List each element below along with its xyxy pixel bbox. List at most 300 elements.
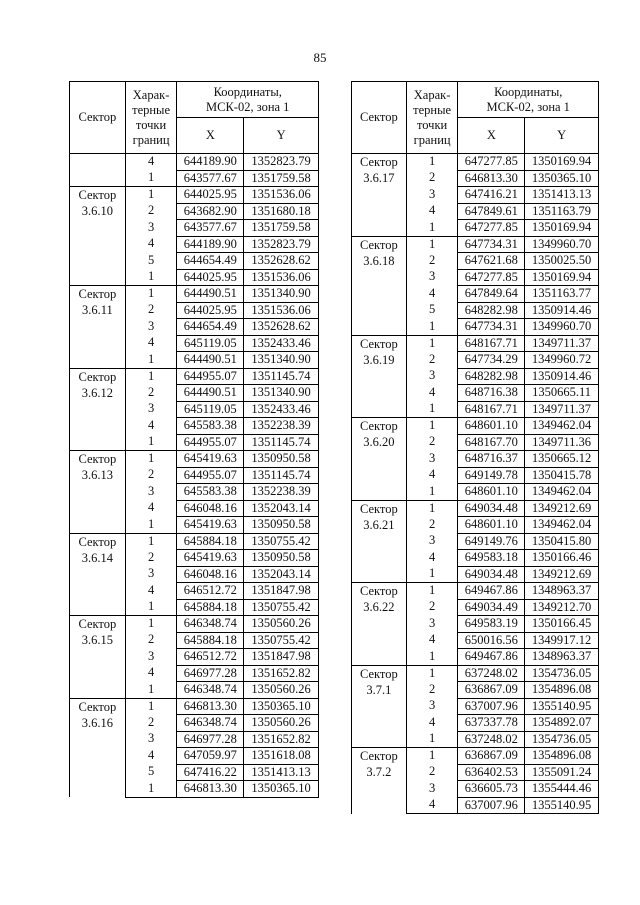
y-coordinate-cell: 1350755.42 (244, 533, 319, 550)
sector-number: 3.6.17 (363, 171, 395, 185)
y-coordinate-cell: 1349960.72 (525, 352, 599, 369)
y-coordinate-cell: 1350365.10 (525, 170, 599, 187)
y-coordinate-cell: 1350560.26 (244, 616, 319, 633)
point-number-cell: 1 (406, 566, 458, 583)
y-coordinate-cell: 1350950.58 (244, 517, 319, 534)
point-number-cell: 1 (125, 599, 177, 616)
x-coordinate-cell: 643577.67 (177, 220, 244, 237)
x-coordinate-cell: 648716.37 (458, 451, 525, 468)
x-coordinate-cell: 644955.07 (177, 368, 244, 385)
sector-label: Сектор (359, 336, 398, 351)
y-coordinate-cell: 1350755.42 (244, 632, 319, 649)
x-coordinate-cell: 649467.86 (458, 583, 525, 600)
points-header (125, 82, 177, 154)
x-coordinate-cell: 648601.10 (458, 517, 525, 534)
table-row (352, 236, 599, 253)
sector-number: 3.6.21 (363, 517, 395, 532)
y-coordinate-cell: 1351413.13 (244, 764, 319, 781)
point-number-cell: 1 (406, 583, 458, 600)
y-coordinate-cell: 1350025.50 (525, 253, 599, 270)
y-coordinate-cell: 1350169.94 (525, 154, 599, 171)
y-coordinate-cell: 1350415.78 (525, 467, 599, 484)
y-coordinate-cell: 1351847.98 (244, 649, 319, 666)
x-coordinate-cell: 649034.48 (458, 500, 525, 517)
point-number-cell: 4 (125, 500, 177, 517)
x-coordinate-cell: 649034.48 (458, 566, 525, 583)
point-number-cell: 1 (406, 319, 458, 336)
x-coordinate-cell: 645583.38 (177, 418, 244, 435)
x-coordinate-cell: 646977.28 (177, 665, 244, 682)
y-header: Y (525, 118, 599, 154)
point-number-cell: 3 (125, 566, 177, 583)
x-coordinate-cell: 647059.97 (177, 748, 244, 765)
point-number-cell: 3 (406, 187, 458, 204)
y-coordinate-cell: 1350560.26 (244, 682, 319, 699)
x-coordinate-cell: 637337.78 (458, 715, 525, 732)
y-coordinate-cell: 1349711.36 (525, 434, 599, 451)
x-coordinate-cell: 646048.16 (177, 566, 244, 583)
sector-cell (70, 616, 126, 699)
x-coordinate-cell: 647277.85 (458, 269, 525, 286)
sector-number: 3.6.10 (81, 204, 113, 218)
sector-cell (352, 418, 407, 501)
point-number-cell: 2 (125, 550, 177, 567)
points-header-line: точки (135, 117, 167, 132)
point-number-cell: 1 (125, 533, 177, 550)
sector-cell (70, 451, 126, 534)
point-number-cell: 2 (125, 632, 177, 649)
x-coordinate-cell: 647416.21 (458, 187, 525, 204)
point-number-cell: 3 (406, 698, 458, 715)
point-number-cell: 1 (406, 484, 458, 501)
point-number-cell: 1 (125, 187, 177, 204)
points-header (406, 82, 458, 154)
y-coordinate-cell: 1349917.12 (525, 632, 599, 649)
x-coordinate-cell: 649149.78 (458, 467, 525, 484)
point-number-cell: 4 (125, 583, 177, 600)
x-coordinate-cell: 646048.16 (177, 500, 244, 517)
point-number-cell: 1 (406, 401, 458, 418)
sector-label: Сектор (359, 666, 398, 681)
x-coordinate-cell: 648716.38 (458, 385, 525, 402)
sector-number: 3.6.12 (81, 385, 113, 400)
point-number-cell: 3 (406, 616, 458, 633)
y-coordinate-cell: 1349711.37 (525, 335, 599, 352)
table-row (352, 154, 599, 171)
x-coordinate-cell: 645119.05 (177, 335, 244, 352)
y-coordinate-cell: 1351340.90 (244, 385, 319, 402)
point-number-cell: 2 (406, 352, 458, 369)
y-coordinate-cell: 1351163.79 (525, 203, 599, 220)
point-number-cell: 4 (406, 550, 458, 567)
y-coordinate-cell: 1350950.58 (244, 550, 319, 567)
point-number-cell: 4 (125, 335, 177, 352)
sector-cell (352, 665, 407, 748)
y-coordinate-cell: 1351145.74 (244, 434, 319, 451)
point-number-cell: 3 (125, 220, 177, 237)
x-coordinate-cell: 647277.85 (458, 154, 525, 171)
x-coordinate-cell: 645884.18 (177, 599, 244, 616)
y-coordinate-cell: 1352043.14 (244, 500, 319, 517)
x-coordinate-cell: 636867.09 (458, 748, 525, 765)
point-number-cell: 2 (125, 467, 177, 484)
coords-header-line: МСК-02, зона 1 (486, 99, 570, 114)
point-number-cell: 1 (406, 500, 458, 517)
x-coordinate-cell: 649034.49 (458, 599, 525, 616)
points-header-line: Харак- (132, 87, 170, 102)
y-coordinate-cell: 1350665.11 (525, 385, 599, 402)
x-coordinate-cell: 643682.90 (177, 203, 244, 220)
point-number-cell: 4 (125, 418, 177, 435)
point-number-cell: 3 (406, 269, 458, 286)
y-coordinate-cell: 1349711.37 (525, 401, 599, 418)
point-number-cell: 4 (406, 203, 458, 220)
x-coordinate-cell: 645419.63 (177, 517, 244, 534)
x-coordinate-cell: 647849.64 (458, 286, 525, 303)
points-header-line: терные (132, 102, 171, 117)
point-number-cell: 1 (125, 682, 177, 699)
y-coordinate-cell: 1351759.58 (244, 170, 319, 187)
point-number-cell: 3 (125, 319, 177, 336)
y-coordinate-cell: 1352433.46 (244, 335, 319, 352)
y-coordinate-cell: 1350365.10 (244, 781, 319, 798)
coords-header (177, 82, 319, 118)
point-number-cell: 4 (125, 665, 177, 682)
point-number-cell: 4 (406, 632, 458, 649)
x-coordinate-cell: 646348.74 (177, 616, 244, 633)
sector-cell (70, 286, 126, 369)
x-coordinate-cell: 647849.61 (458, 203, 525, 220)
sector-label: Сектор (359, 584, 398, 598)
point-number-cell: 2 (406, 764, 458, 781)
sector-cell (70, 533, 126, 616)
x-coordinate-cell: 644654.49 (177, 319, 244, 336)
y-coordinate-cell: 1349462.04 (525, 418, 599, 435)
y-coordinate-cell: 1352238.39 (244, 418, 319, 435)
point-number-cell: 2 (125, 715, 177, 732)
x-coordinate-cell: 645884.18 (177, 533, 244, 550)
sector-label: Сектор (78, 534, 117, 549)
table-row (352, 748, 599, 765)
x-coordinate-cell: 636402.53 (458, 764, 525, 781)
y-coordinate-cell: 1351340.90 (244, 352, 319, 369)
point-number-cell: 3 (125, 731, 177, 748)
y-coordinate-cell: 1351145.74 (244, 467, 319, 484)
sector-cell (352, 154, 407, 237)
x-coordinate-cell: 648167.71 (458, 335, 525, 352)
sector-label: Сектор (359, 749, 398, 763)
x-coordinate-cell: 636867.09 (458, 682, 525, 699)
point-number-cell: 2 (125, 302, 177, 319)
point-number-cell: 2 (406, 682, 458, 699)
x-header: X (177, 118, 244, 154)
x-coordinate-cell: 647734.29 (458, 352, 525, 369)
sector-number: 3.7.1 (366, 682, 392, 697)
y-coordinate-cell: 1348963.37 (525, 583, 599, 600)
x-coordinate-cell: 646977.28 (177, 731, 244, 748)
table-row (352, 418, 599, 435)
y-coordinate-cell: 1351618.08 (244, 748, 319, 765)
y-coordinate-cell: 1355140.95 (525, 797, 599, 814)
x-coordinate-cell: 644025.95 (177, 187, 244, 204)
point-number-cell: 5 (406, 302, 458, 319)
y-coordinate-cell: 1354896.08 (525, 748, 599, 765)
point-number-cell: 1 (406, 665, 458, 682)
x-coordinate-cell: 645119.05 (177, 401, 244, 418)
point-number-cell: 4 (125, 748, 177, 765)
y-coordinate-cell: 1350914.46 (525, 368, 599, 385)
x-coordinate-cell: 644490.51 (177, 385, 244, 402)
y-coordinate-cell: 1349462.04 (525, 484, 599, 501)
sector-cell (352, 500, 407, 583)
sector-number: 3.6.14 (81, 550, 113, 565)
point-number-cell: 2 (125, 203, 177, 220)
point-number-cell: 2 (406, 170, 458, 187)
y-coordinate-cell: 1355091.24 (525, 764, 599, 781)
y-coordinate-cell: 1350166.46 (525, 550, 599, 567)
x-coordinate-cell: 646512.72 (177, 583, 244, 600)
point-number-cell: 4 (406, 286, 458, 303)
point-number-cell: 5 (125, 253, 177, 270)
x-coordinate-cell: 650016.56 (458, 632, 525, 649)
sector-label: Сектор (78, 287, 117, 301)
y-coordinate-cell: 1351413.13 (525, 187, 599, 204)
x-coordinate-cell: 648282.98 (458, 302, 525, 319)
point-number-cell: 1 (406, 418, 458, 435)
point-number-cell: 1 (125, 616, 177, 633)
x-coordinate-cell: 648601.10 (458, 484, 525, 501)
point-number-cell: 1 (125, 434, 177, 451)
point-number-cell: 1 (406, 649, 458, 666)
page-number: 85 (313, 50, 327, 65)
y-coordinate-cell: 1349212.69 (525, 566, 599, 583)
point-number-cell: 3 (406, 533, 458, 550)
y-coordinate-cell: 1351145.74 (244, 368, 319, 385)
y-coordinate-cell: 1350169.94 (525, 220, 599, 237)
y-coordinate-cell: 1352823.79 (244, 236, 319, 253)
x-coordinate-cell: 637007.96 (458, 698, 525, 715)
sector-cell (352, 748, 407, 814)
point-number-cell: 3 (406, 368, 458, 385)
y-coordinate-cell: 1350166.45 (525, 616, 599, 633)
x-coordinate-cell: 646813.30 (177, 698, 244, 715)
point-number-cell: 4 (406, 797, 458, 814)
sector-cell (352, 236, 407, 335)
sector-number: 3.6.16 (81, 715, 113, 730)
x-coordinate-cell: 645884.18 (177, 632, 244, 649)
y-coordinate-cell: 1349960.70 (525, 236, 599, 253)
sector-number: 3.6.20 (363, 435, 395, 449)
coordinates-table-right (351, 81, 599, 814)
points-header-line: Харак- (413, 87, 451, 102)
y-coordinate-cell: 1355140.95 (525, 698, 599, 715)
x-coordinate-cell: 649149.76 (458, 533, 525, 550)
table-body-left (70, 154, 319, 798)
y-coordinate-cell: 1351536.06 (244, 187, 319, 204)
table-row (70, 286, 319, 303)
sector-number: 3.6.11 (81, 303, 113, 317)
y-coordinate-cell: 1349960.70 (525, 319, 599, 336)
sector-number: 3.6.22 (363, 600, 395, 614)
x-coordinate-cell: 644490.51 (177, 352, 244, 369)
y-coordinate-cell: 1349212.69 (525, 500, 599, 517)
y-coordinate-cell: 1350950.58 (244, 451, 319, 468)
x-coordinate-cell: 647277.85 (458, 220, 525, 237)
point-number-cell: 3 (406, 781, 458, 798)
point-number-cell: 1 (406, 220, 458, 237)
point-number-cell: 4 (406, 467, 458, 484)
x-coordinate-cell: 637248.02 (458, 731, 525, 748)
coords-header-line: Координаты, (494, 84, 563, 99)
y-coordinate-cell: 1352433.46 (244, 401, 319, 418)
points-header-line: терные (413, 102, 452, 117)
y-coordinate-cell: 1352238.39 (244, 484, 319, 501)
y-coordinate-cell: 1352628.62 (244, 253, 319, 270)
sector-number: 3.6.18 (363, 253, 395, 268)
point-number-cell: 1 (125, 698, 177, 715)
sector-cell (70, 154, 126, 187)
x-coordinate-cell: 649583.18 (458, 550, 525, 567)
y-coordinate-cell: 1352823.79 (244, 154, 319, 171)
table-row (70, 698, 319, 715)
point-number-cell: 1 (406, 236, 458, 253)
sector-label: Сектор (359, 419, 398, 433)
point-number-cell: 3 (125, 484, 177, 501)
x-coordinate-cell: 648167.71 (458, 401, 525, 418)
x-coordinate-cell: 644490.51 (177, 286, 244, 303)
point-number-cell: 2 (406, 434, 458, 451)
x-coordinate-cell: 637007.96 (458, 797, 525, 814)
sector-label: Сектор (359, 155, 398, 169)
y-coordinate-cell: 1351536.06 (244, 302, 319, 319)
x-coordinate-cell: 644189.90 (177, 236, 244, 253)
point-number-cell: 1 (125, 286, 177, 303)
y-coordinate-cell: 1350169.94 (525, 269, 599, 286)
y-coordinate-cell: 1354736.05 (525, 665, 599, 682)
y-coordinate-cell: 1351652.82 (244, 665, 319, 682)
point-number-cell: 1 (406, 731, 458, 748)
y-coordinate-cell: 1350755.42 (244, 599, 319, 616)
x-coordinate-cell: 645419.63 (177, 550, 244, 567)
point-number-cell: 3 (125, 649, 177, 666)
x-coordinate-cell: 647734.31 (458, 236, 525, 253)
y-coordinate-cell: 1355444.46 (525, 781, 599, 798)
table-row (352, 500, 599, 517)
x-coordinate-cell: 644654.49 (177, 253, 244, 270)
table-body-right (352, 154, 599, 814)
point-number-cell: 1 (125, 352, 177, 369)
point-number-cell: 1 (406, 335, 458, 352)
y-coordinate-cell: 1351759.58 (244, 220, 319, 237)
point-number-cell: 1 (406, 154, 458, 171)
sector-label: Сектор (78, 369, 117, 384)
point-number-cell: 1 (406, 748, 458, 765)
sector-header: Сектор (70, 82, 126, 154)
sector-label: Сектор (78, 188, 117, 202)
y-coordinate-cell: 1351536.06 (244, 269, 319, 286)
x-coordinate-cell: 647416.22 (177, 764, 244, 781)
x-coordinate-cell: 647734.31 (458, 319, 525, 336)
x-coordinate-cell: 637248.02 (458, 665, 525, 682)
table-row (352, 583, 599, 600)
table-row (70, 187, 319, 204)
x-coordinate-cell: 646348.74 (177, 682, 244, 699)
y-coordinate-cell: 1354896.08 (525, 682, 599, 699)
coords-header (458, 82, 599, 118)
point-number-cell: 3 (125, 401, 177, 418)
point-number-cell: 4 (125, 154, 177, 171)
points-header-line: границ (413, 132, 451, 147)
x-coordinate-cell: 643577.67 (177, 170, 244, 187)
point-number-cell: 1 (125, 170, 177, 187)
point-number-cell: 4 (406, 715, 458, 732)
point-number-cell: 5 (125, 764, 177, 781)
y-coordinate-cell: 1351847.98 (244, 583, 319, 600)
y-coordinate-cell: 1350415.80 (525, 533, 599, 550)
y-coordinate-cell: 1351652.82 (244, 731, 319, 748)
point-number-cell: 2 (125, 385, 177, 402)
y-coordinate-cell: 1351163.77 (525, 286, 599, 303)
x-coordinate-cell: 646348.74 (177, 715, 244, 732)
sector-cell (70, 187, 126, 286)
table-row (70, 154, 319, 171)
y-header: Y (244, 118, 319, 154)
x-coordinate-cell: 644955.07 (177, 467, 244, 484)
x-coordinate-cell: 648282.98 (458, 368, 525, 385)
x-header: X (458, 118, 525, 154)
y-coordinate-cell: 1351680.18 (244, 203, 319, 220)
point-number-cell: 1 (125, 451, 177, 468)
x-coordinate-cell: 649467.86 (458, 649, 525, 666)
y-coordinate-cell: 1349212.70 (525, 599, 599, 616)
y-coordinate-cell: 1350914.46 (525, 302, 599, 319)
points-header-line: точки (416, 117, 448, 132)
points-header-line: границ (132, 132, 170, 147)
x-coordinate-cell: 647621.68 (458, 253, 525, 270)
y-coordinate-cell: 1354892.07 (525, 715, 599, 732)
point-number-cell: 4 (406, 385, 458, 402)
x-coordinate-cell: 636605.73 (458, 781, 525, 798)
coords-header-line: МСК-02, зона 1 (206, 99, 290, 114)
sector-label: Сектор (78, 452, 117, 466)
x-coordinate-cell: 646512.72 (177, 649, 244, 666)
point-number-cell: 1 (125, 781, 177, 798)
x-coordinate-cell: 644189.90 (177, 154, 244, 171)
point-number-cell: 2 (406, 517, 458, 534)
table-row (70, 451, 319, 468)
sector-cell (70, 698, 126, 797)
table-row (352, 665, 599, 682)
x-coordinate-cell: 644025.95 (177, 302, 244, 319)
table-row (70, 616, 319, 633)
sector-label: Сектор (359, 501, 398, 516)
sector-header: Сектор (352, 82, 407, 154)
sector-cell (352, 335, 407, 418)
y-coordinate-cell: 1352043.14 (244, 566, 319, 583)
y-coordinate-cell: 1349462.04 (525, 517, 599, 534)
x-coordinate-cell: 646813.30 (177, 781, 244, 798)
coords-header-line: Координаты, (213, 84, 282, 99)
sector-label: Сектор (78, 617, 117, 631)
y-coordinate-cell: 1350560.26 (244, 715, 319, 732)
sector-number: 3.6.15 (81, 633, 113, 647)
sector-label: Сектор (359, 237, 398, 252)
point-number-cell: 1 (125, 517, 177, 534)
x-coordinate-cell: 648167.70 (458, 434, 525, 451)
x-coordinate-cell: 644955.07 (177, 434, 244, 451)
y-coordinate-cell: 1350365.10 (244, 698, 319, 715)
sector-cell (352, 583, 407, 666)
